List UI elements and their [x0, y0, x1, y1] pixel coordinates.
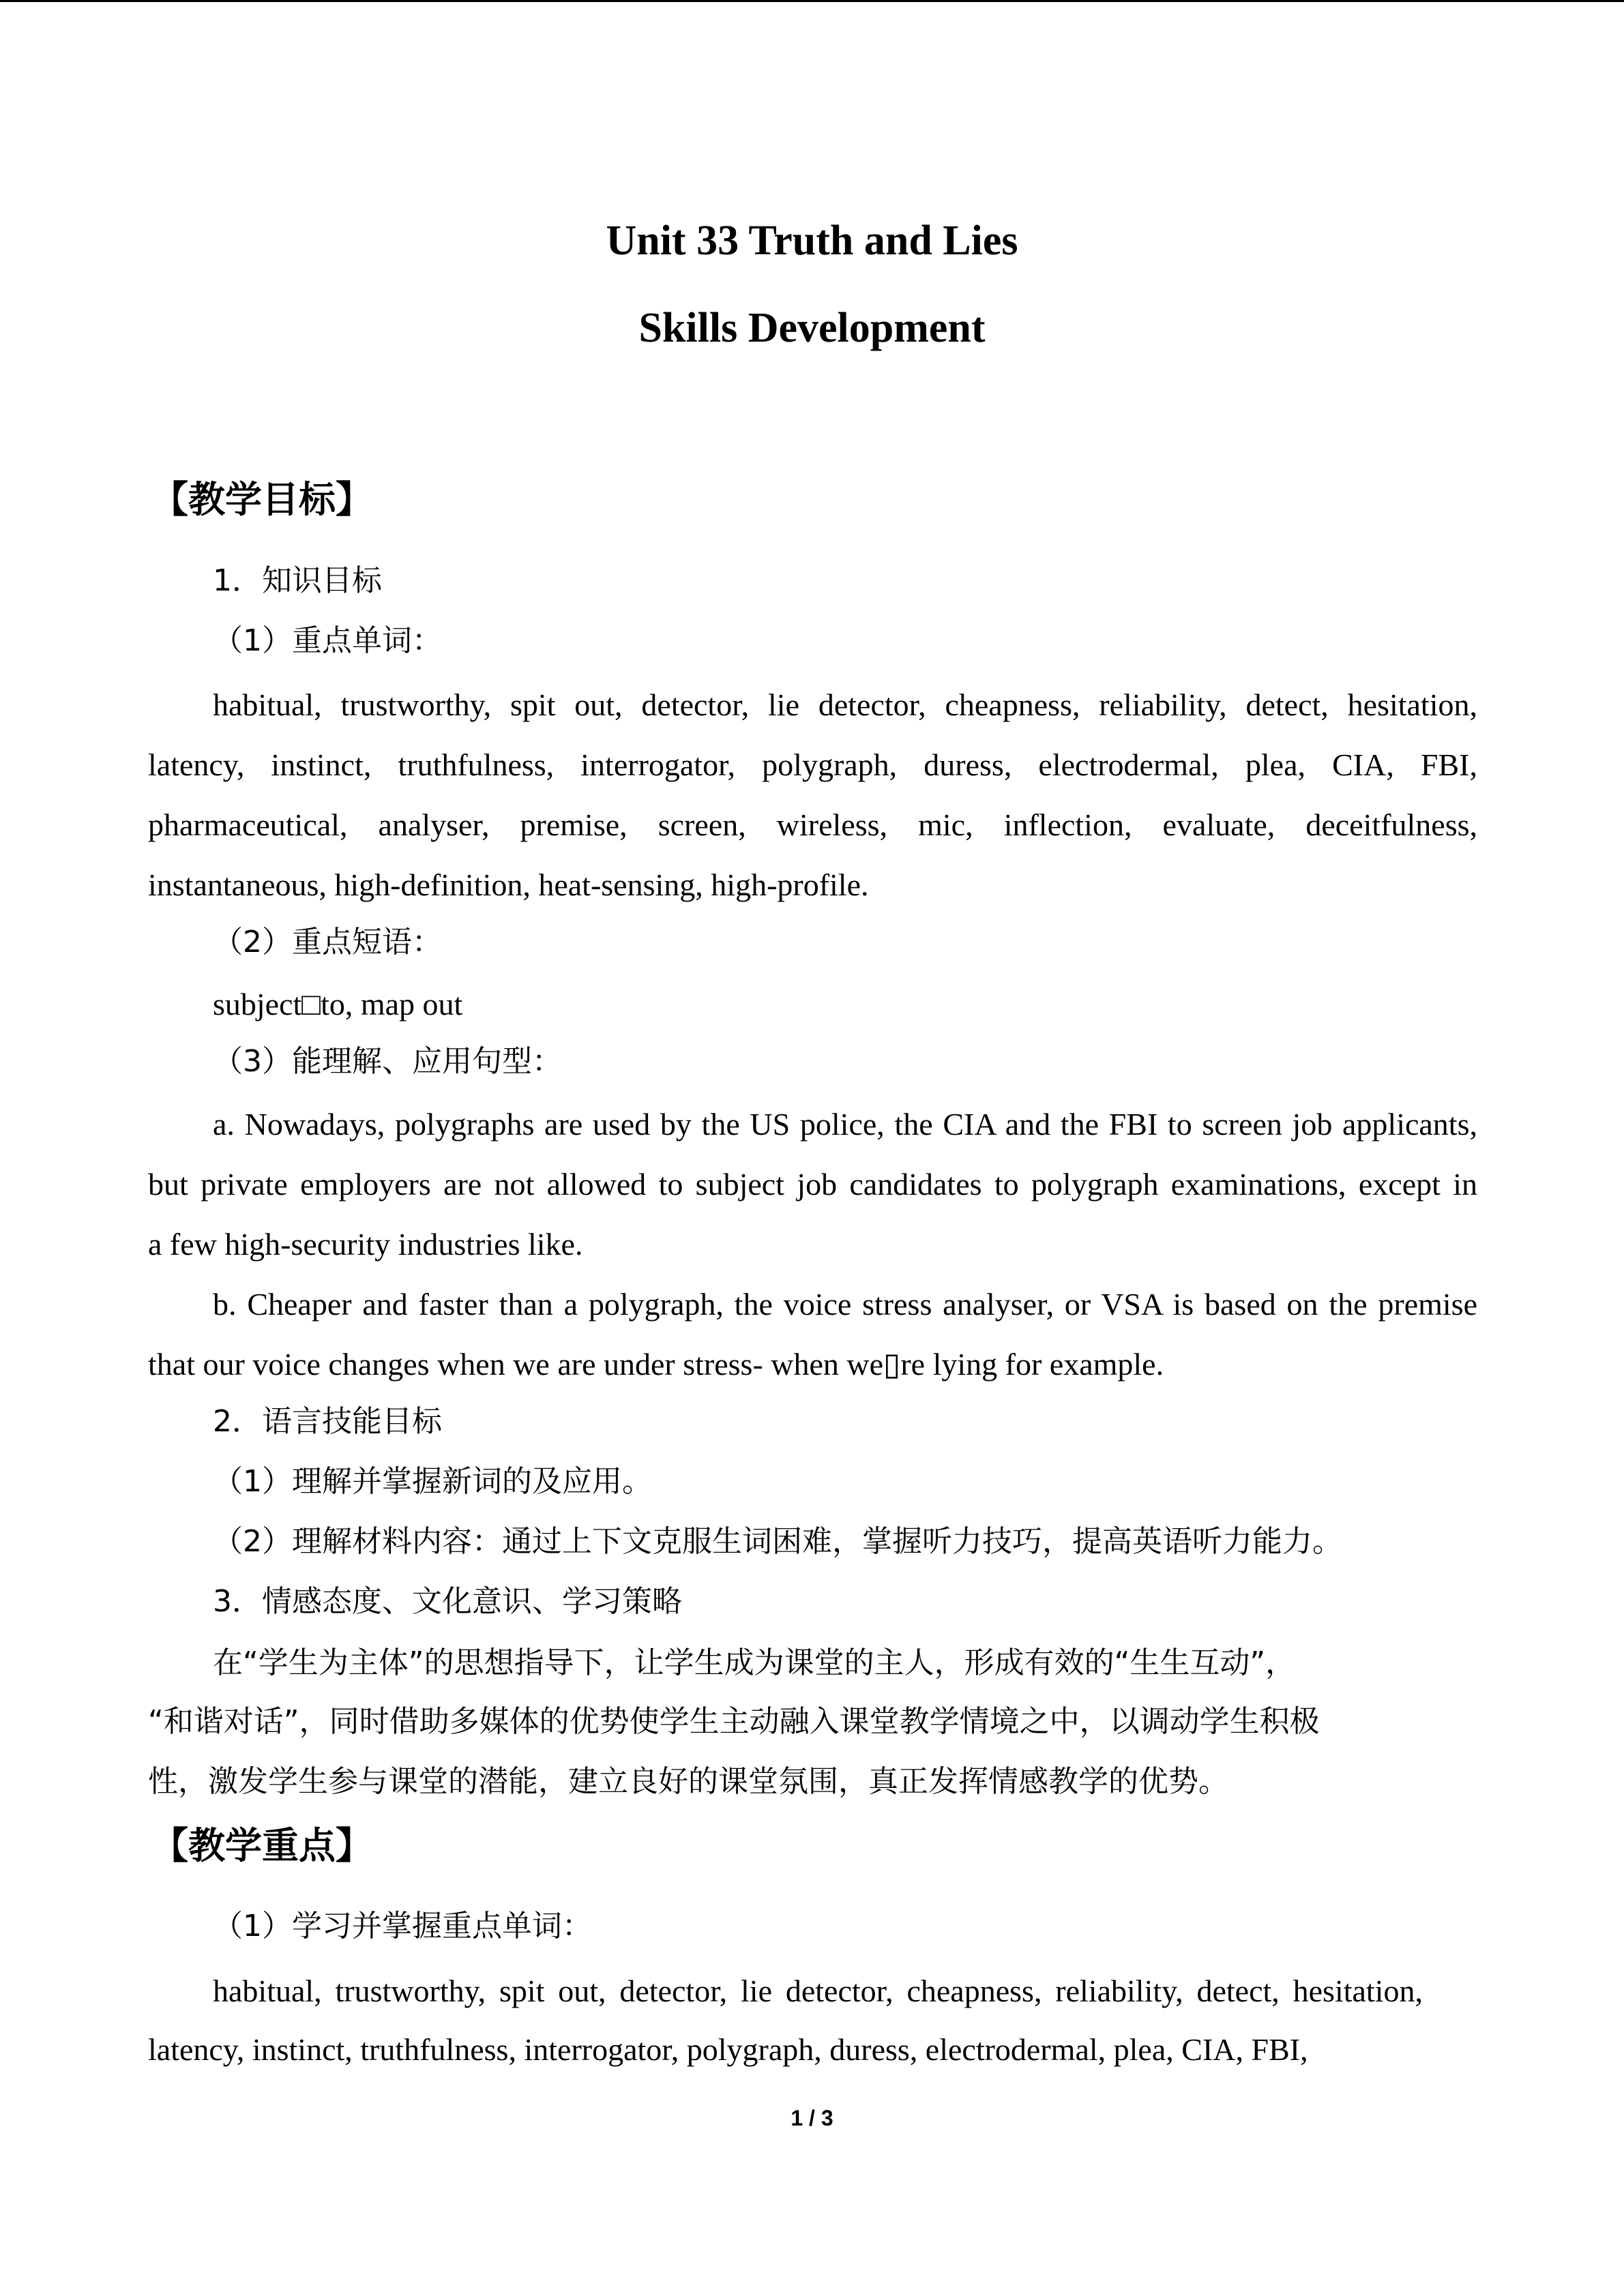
key-words-line: latency, instinct, truthfulness, interrogator, polygraph, duress, electrodermal, plea, CIA, FBI, [148, 747, 1477, 782]
sentence-a-line: but private employers are not allowed to subject job candidates to polygraph examinations, except in [148, 1167, 1477, 1202]
key-words-label: （1）重点单词： [213, 623, 442, 658]
document-subtitle: Skills Development [638, 305, 986, 351]
page-number: 1 / 3 [791, 2106, 833, 2130]
sentence-a-line: a. Nowadays, polygraphs are used by the US police, the CIA and the FBI to screen job applicants, [213, 1107, 1477, 1142]
top-border [0, 0, 1624, 2]
affective-objective-line: 性，激发学生参与课堂的潜能，建立良好的课堂氛围，真正发挥情感教学的优势。 [148, 1764, 1228, 1799]
document-title: Unit 33 Truth and Lies [606, 218, 1018, 264]
key-words-line: habitual, trustworthy, spit out, detector, lie detector, cheapness, reliability, detect, hesitation, [213, 687, 1477, 722]
language-skills-item: （1）理解并掌握新词的及应用。 [213, 1464, 652, 1499]
key-points-words-line: habitual, trustworthy, spit out, detector, lie detector, cheapness, reliability, detect, hesitation, [213, 1973, 1423, 2008]
key-points-words-line: latency, instinct, truthfulness, interrogator, polygraph, duress, electrodermal, plea, CIA, FBI, [148, 2032, 1308, 2067]
knowledge-objective-heading: 1．知识目标 [213, 563, 382, 598]
language-skills-heading: 2．语言技能目标 [213, 1404, 442, 1439]
key-phrases-label: （2）重点短语： [213, 925, 442, 959]
key-points-label: （1）学习并掌握重点单词： [213, 1909, 592, 1943]
sentence-b-line: that our voice changes when we are under stress- when we▯re lying for example. [148, 1347, 1164, 1382]
sentence-a-line: a few high-security industries like. [148, 1227, 583, 1262]
affective-objective-heading: 3．情感态度、文化意识、学习策略 [213, 1584, 682, 1619]
affective-objective-line: “和谐对话”，同时借助多媒体的优势使学生主动融入课堂教学情境之中，以调动学生积极 [148, 1704, 1320, 1739]
language-skills-item: （2）理解材料内容：通过上下文克服生词困难，掌握听力技巧，提高英语听力能力。 [213, 1524, 1342, 1559]
section-heading-key-points: 【教学重点】 [151, 1824, 372, 1867]
key-words-line: pharmaceutical, analyser, premise, screen, wireless, mic, inflection, evaluate, deceitfulness, [148, 807, 1477, 842]
key-words-line: instantaneous, high-definition, heat-sensing, high-profile. [148, 867, 869, 902]
sentence-b-line: b. Cheaper and faster than a polygraph, the voice stress analyser, or VSA is based on the premise [213, 1287, 1477, 1322]
affective-objective-line: 在“学生为主体”的思想指导下，让学生成为课堂的主人，形成有效的“生生互动”， [213, 1645, 1296, 1680]
section-heading-objectives: 【教学目标】 [151, 478, 372, 521]
key-phrases: subject□to, map out [213, 987, 463, 1022]
sentence-patterns-label: （3）能理解、应用句型： [213, 1044, 562, 1079]
